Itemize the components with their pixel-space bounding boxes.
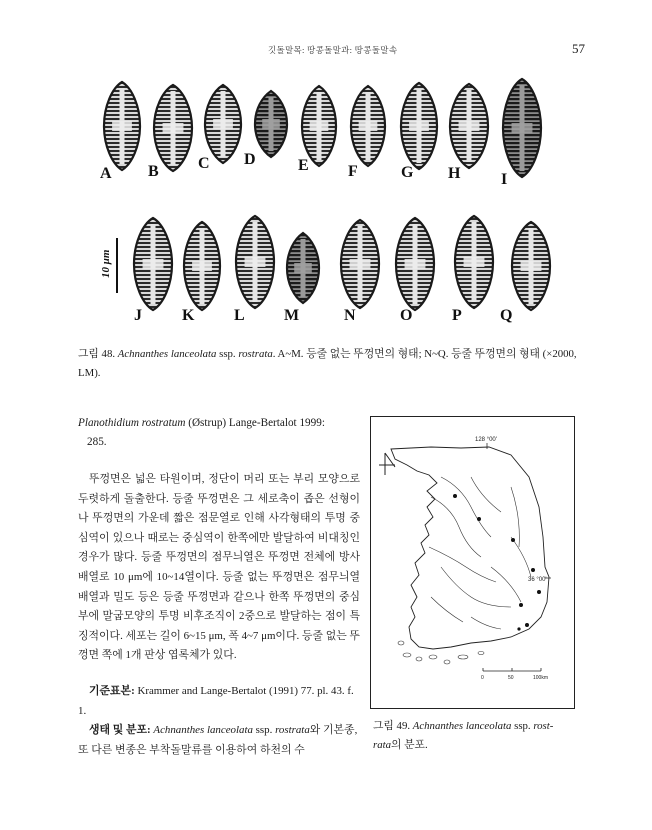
description-section: [78, 470, 360, 666]
map-scale-bar: [481, 668, 548, 681]
panel-label: A: [100, 165, 112, 182]
ecology-rank: ssp.: [255, 724, 273, 737]
page-header: [0, 41, 652, 60]
panel-label: N: [344, 307, 356, 324]
type-specimen-text: Krammer and Lange-Bertalot (1991) 77. pl. 43. f. 1.: [78, 685, 354, 717]
ecology-taxon: Achnanthes lanceolata: [153, 724, 253, 737]
taxon-citation: [78, 414, 360, 452]
row2-valve: [134, 218, 172, 310]
figure-49-caption: [373, 717, 578, 755]
citation-taxon: Planothidium rostratum: [78, 417, 186, 429]
diatom-micrograph-plate: [78, 66, 578, 334]
description-paragraph: 뚜껑면은 넓은 타원이며, 정단이 머리 또는 부리 모양으로 두렷하게 돌출한다. 등줄 뚜껑면은 그 세로축이 좁은 선형이나 뚜껑면의 가운데 짧은 점문열로 인해 사각형태의 투명 중심역이 있으나 때로는 중심역이 한쪽에만 발달하여 비대칭인 경우가 많다. 등줄 뚜껑면의 점무늬열은 뚜껑면 전체에 방사 배열로 10 μm에 10~14열이다. 등줄 없는 뚜껑면은 점무늬열 배열과 밀도 등은 등줄 뚜껑면과 같으나 한쪽 뚜껑면의 중심부에 말굽모양의 투명 비후조직이 2중으로 발달하는 점이 특징적이다. 세포는 길이 6~15 μm, 폭 4~7 μm이다. 등줄 없는 뚜껑면 쪽에 1개 판상 엽록체가 있다.: [78, 473, 360, 662]
panel-label: H: [448, 165, 461, 182]
citation-authors: (Østrup) Lange-Bertalot 1999:: [188, 417, 325, 429]
row1-valve: [255, 91, 287, 157]
fig49-subspecies-a: rost-: [533, 720, 554, 732]
scale-bar-label: 10 μm: [100, 249, 112, 278]
caption-rest: . A~M. 등줄 없는 뚜껑면의 형태; N~Q. 등줄 뚜껑면의 형태 (×2000, LM).: [78, 348, 577, 379]
caption-subspecies: rostrata: [238, 348, 273, 360]
distribution-map: [370, 416, 575, 709]
row2-valve: [184, 222, 220, 310]
row1-valve: [450, 84, 488, 168]
row1-valve: [503, 79, 541, 177]
panel-label: G: [401, 164, 414, 181]
panel-label: M: [284, 307, 300, 324]
running-title: 깃돌말목: 땅콩돌말과: 땅콩돌말속: [268, 45, 398, 55]
row1-valve: [302, 86, 336, 166]
fig49-taxon: Achnanthes lanceolata: [412, 720, 512, 732]
panel-label: K: [182, 307, 195, 324]
panel-label: J: [134, 307, 142, 324]
row1-valve: [401, 83, 437, 169]
occurrence-points: [453, 494, 541, 631]
row2-valve: [341, 220, 379, 308]
panel-label: C: [198, 155, 210, 172]
row2-valve: [236, 216, 274, 308]
figure-48-caption: [78, 345, 580, 383]
river-network: [429, 477, 531, 629]
longitude-label: 128 °00': [475, 437, 497, 443]
ecology-text: 와 기본종, 또 다른 변종은 부착돌말류를 이용하여 하천의 수: [78, 724, 358, 756]
row1-valve: [104, 82, 140, 170]
row1-valve: [154, 85, 192, 171]
type-specimen-label: 기준표본:: [89, 685, 135, 697]
korea-map-svg: [371, 417, 574, 708]
north-arrow-icon: [379, 453, 395, 475]
panel-label: B: [148, 163, 159, 180]
row2-valve: [287, 233, 319, 303]
row2-valve: [396, 218, 434, 310]
fig49-subspecies-b: rata: [373, 739, 391, 751]
row1-valve: [351, 86, 385, 166]
caption-prefix: 그림 48.: [78, 348, 116, 360]
fig49-rank: ssp.: [514, 720, 531, 732]
peninsula-outline: [391, 447, 549, 649]
panel-label: F: [348, 163, 358, 180]
caption-taxon: Achnanthes lanceolata: [117, 348, 217, 360]
panel-label: E: [298, 157, 309, 174]
scale-label-0: 0: [481, 675, 484, 681]
row2-valve: [512, 222, 550, 310]
fig49-rest: 의 분포.: [391, 739, 428, 751]
scale-label-50: 50: [508, 675, 514, 681]
panel-label: P: [452, 307, 462, 324]
ecology-paragraph: [78, 721, 360, 760]
panel-label: Q: [500, 307, 513, 324]
ecology-subspecies: rostrata: [275, 724, 310, 737]
row1-valve: [205, 85, 241, 163]
citation-page: 285.: [87, 436, 107, 448]
figure-48-plate: [78, 66, 578, 334]
specimen-ecology-section: [78, 682, 360, 760]
panel-label: D: [244, 151, 256, 168]
caption-rank: ssp.: [219, 348, 236, 360]
panel-label: O: [400, 307, 413, 324]
ecology-label: 생태 및 분포:: [89, 724, 151, 737]
latitude-label: 36 °00': [528, 577, 547, 583]
page-number: 57: [572, 41, 585, 56]
type-specimen-paragraph: [78, 682, 360, 721]
fig49-prefix: 그림 49.: [373, 720, 411, 732]
scale-label-100: 100km: [533, 675, 549, 681]
row2-valve: [455, 216, 493, 308]
island-outlines: [398, 641, 484, 664]
panel-label: I: [501, 171, 508, 188]
panel-label: L: [234, 307, 245, 324]
